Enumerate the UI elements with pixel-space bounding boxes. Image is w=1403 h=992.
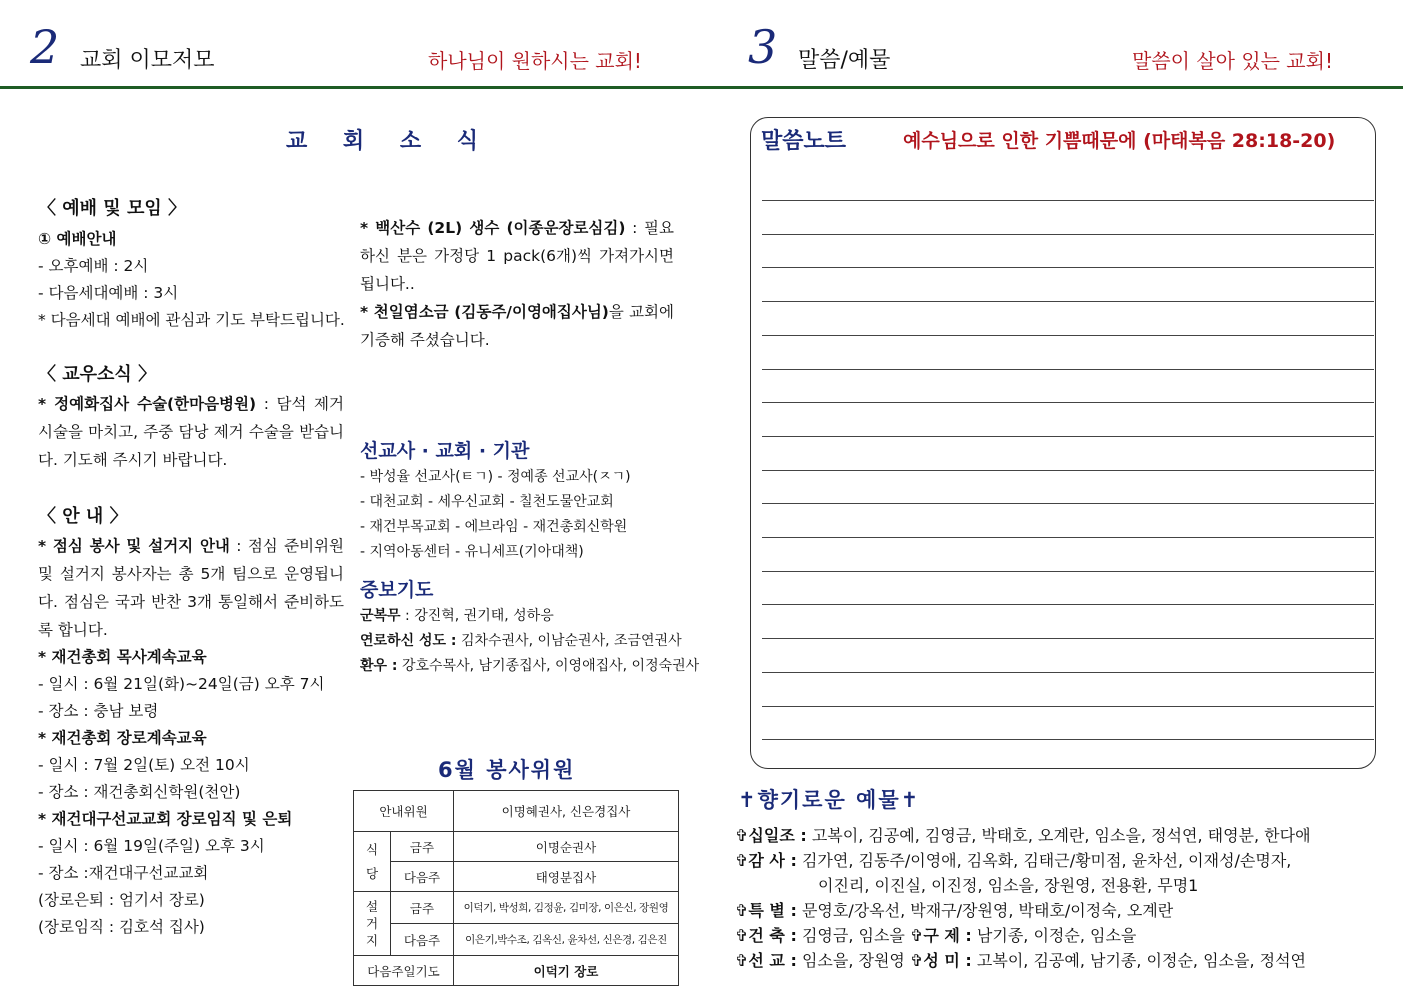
prayer-row xyxy=(360,654,700,679)
prayer-duty-value: 이덕기 장로 xyxy=(454,956,679,986)
water-donation-text: : 필요하신 분은 가정당 1 pack(6개)씩 가져가시면 됩니다.. xyxy=(360,219,674,293)
note-line xyxy=(762,301,1374,302)
worship-sub: ① 예배안내 xyxy=(38,230,117,248)
mission-line: - 대천교회 - 세우신교회 - 칠천도물안교회 xyxy=(360,494,614,510)
dish-this-week: 이덕기, 박성희, 김정윤, 김미장, 이은신, 장원영 xyxy=(454,892,679,924)
notice-item-line: - 장소 : 재건총회신학원(천안) xyxy=(38,783,241,801)
notice-heading: 〈 안 내 〉 xyxy=(38,506,128,527)
note-line xyxy=(762,706,1374,707)
page-title-right: 말씀/예물 xyxy=(798,48,891,73)
table-row xyxy=(354,924,679,956)
prayer-row-text: : 강진혁, 권기태, 성하응 xyxy=(400,608,554,624)
worship-heading: 〈 예배 및 모임 〉 xyxy=(38,198,187,219)
week-label: 다음주 xyxy=(391,862,454,892)
notice-item-line: - 일시 : 7월 2일(토) 오전 10시 xyxy=(38,756,250,774)
offering-names: 이진리, 이진실, 이진정, 임소을, 장원영, 전용환, 무명1 xyxy=(818,876,1199,895)
prayer-row xyxy=(360,604,690,629)
note-line xyxy=(762,739,1374,740)
notice-item-line: - 일시 : 6월 19일(주일) 오후 3시 xyxy=(38,837,265,855)
note-line xyxy=(762,234,1374,235)
table-row xyxy=(354,892,679,924)
salt-donation xyxy=(360,298,674,354)
dining-label: 식 당 xyxy=(354,832,391,892)
left-column xyxy=(38,194,344,941)
worship-line: - 다음세대예배 : 3시 xyxy=(38,284,179,302)
dish-next-week: 이은기,박수조, 김옥신, 윤차선, 신은경, 김은진 xyxy=(454,924,679,956)
mission-heading: 선교사 · 교회 · 기관 xyxy=(360,440,530,462)
prayer-row-label: 군복무 xyxy=(360,608,401,624)
guide-value: 이명혜권사, 신은경집사 xyxy=(454,791,679,832)
offering-row xyxy=(735,823,1311,848)
mission-line: - 박성율 선교사(ㅌㄱ) - 정예종 선교사(ㅈㄱ) xyxy=(360,469,631,485)
donation-notices xyxy=(360,214,674,354)
header-divider xyxy=(0,86,1403,89)
offering-label: ✞십일조 : xyxy=(735,826,807,845)
mission-line: - 지역아동센터 - 유니세프(기아대책) xyxy=(360,544,584,560)
offering-label: ✞성 미 : xyxy=(909,951,972,970)
note-line xyxy=(762,638,1374,639)
sermon-note-verse: 예수님으로 인한 기쁨때문에 (마태복음 28:18-20) xyxy=(903,130,1336,152)
offering-names: 임소을, 장원영 xyxy=(801,951,905,970)
notice-item-line: - 장소 :재건대구선교교회 xyxy=(38,864,209,882)
worship-line: * 다음세대 예배에 관심과 기도 부탁드립니다. xyxy=(38,311,345,329)
offering-label: ✞특 별 : xyxy=(735,901,797,920)
week-label: 금주 xyxy=(391,892,454,924)
offering-row xyxy=(735,948,1311,973)
lunch-notice xyxy=(38,532,344,644)
page-number-right: 3 xyxy=(748,20,778,74)
offering-heading: ✝향기로운 예물✝ xyxy=(738,788,921,812)
notice-item-line: (장로은퇴 : 엄기서 장로) xyxy=(38,891,205,909)
notice-item-title: * 재건총회 장로계속교육 xyxy=(38,729,207,747)
offering-row xyxy=(735,873,1311,898)
note-line xyxy=(762,470,1374,471)
table-row xyxy=(354,862,679,892)
dish-label: 설 거 지 xyxy=(354,892,391,956)
note-line xyxy=(762,436,1374,437)
offering-row xyxy=(735,898,1311,923)
note-line xyxy=(762,335,1374,336)
note-line xyxy=(762,267,1374,268)
sermon-note-title: 말씀노트 xyxy=(761,129,847,154)
offering-list xyxy=(735,823,1311,973)
note-line xyxy=(762,571,1374,572)
members-news-text: : 담석 제거 시술을 마치고, 주중 담낭 제거 수술을 받습니다. 기도해 주시기 바랍니다. xyxy=(38,395,344,469)
notice-item-line: - 일시 : 6월 21일(화)~24일(금) 오후 7시 xyxy=(38,675,325,693)
table-row xyxy=(354,956,679,986)
prayer-row xyxy=(360,629,690,654)
worship-line: - 오후예배 : 2시 xyxy=(38,257,149,275)
week-label: 금주 xyxy=(391,832,454,862)
notice-item-line: - 장소 : 충남 보령 xyxy=(38,702,159,720)
offering-row xyxy=(735,923,1311,948)
table-row xyxy=(354,791,679,832)
offering-label: ✞감 사 : xyxy=(735,851,797,870)
offering-names: 김가연, 김동주/이영애, 김옥화, 김태근/황미점, 윤차선, 이재성/손명자, xyxy=(801,851,1292,870)
page-title-left: 교회 이모저모 xyxy=(80,48,215,73)
mission-line: - 재건부목교회 - 에브라임 - 재건총회신학원 xyxy=(360,519,628,535)
offering-names: 고복이, 김공예, 남기종, 이정순, 임소을, 정석연 xyxy=(976,951,1306,970)
prayer-duty-label: 다음주일기도 xyxy=(354,956,454,986)
note-line xyxy=(762,672,1374,673)
offering-label: ✞선 교 : xyxy=(735,951,797,970)
prayer-heading: 중보기도 xyxy=(360,579,434,601)
notice-item-title: * 재건총회 목사계속교육 xyxy=(38,648,207,666)
lunch-notice-text: : 점심 준비위원 및 설거지 봉사자는 총 5개 팀으로 운영됩니다. 점심은 국과 반찬 3개 통일해서 준비하도록 합니다. xyxy=(38,537,344,639)
slogan-left: 하나님이 원하시는 교회! xyxy=(428,49,642,73)
note-line xyxy=(762,503,1374,504)
offering-names: 고복이, 김공예, 김영금, 박태호, 오계란, 임소을, 정석연, 태영분, 한다애 xyxy=(811,826,1311,845)
offering-label: ✞구 제 : xyxy=(909,926,972,945)
service-table xyxy=(353,790,679,986)
offering-row xyxy=(735,848,1311,873)
slogan-right: 말씀이 살아 있는 교회! xyxy=(1132,49,1333,73)
dining-this-week: 이명순권사 xyxy=(454,832,679,862)
page-number-left: 2 xyxy=(30,20,60,74)
offering-names: 문영호/강옥선, 박재구/장원영, 박태호/이정숙, 오계란 xyxy=(801,901,1174,920)
prayer-row-label: 환우 : xyxy=(360,658,398,674)
week-label: 다음주 xyxy=(391,924,454,956)
note-line xyxy=(762,402,1374,403)
notice-item-line: (장로임직 : 김호석 집사) xyxy=(38,918,205,936)
prayer-row-label: 연로하신 성도 : xyxy=(360,633,457,649)
dining-next-week: 태영분집사 xyxy=(454,862,679,892)
note-line xyxy=(762,200,1374,201)
note-line xyxy=(762,537,1374,538)
offering-label: ✞건 축 : xyxy=(735,926,797,945)
members-news xyxy=(38,390,344,474)
notice-item-title: * 재건대구선교교회 장로임직 및 은퇴 xyxy=(38,810,293,828)
mission-section xyxy=(360,436,700,679)
lunch-notice-title: * 점심 봉사 및 설거지 안내 xyxy=(38,537,230,555)
members-heading: 〈 교우소식 〉 xyxy=(38,364,157,385)
salt-donation-title: * 천일염소금 (김동주/이영애집사님) xyxy=(360,303,609,321)
note-line xyxy=(762,369,1374,370)
prayer-row-text: 김차수권사, 이남순권사, 조금연권사 xyxy=(456,633,682,649)
table-row xyxy=(354,832,679,862)
water-donation-title: * 백산수 (2L) 생수 (이종운장로심김) xyxy=(360,219,626,237)
note-line xyxy=(762,604,1374,605)
members-news-title: * 정예화집사 수술(한마음병원) xyxy=(38,395,257,413)
service-title: 6월 봉사위원 xyxy=(438,758,576,782)
guide-label: 안내위원 xyxy=(354,791,454,832)
salt-donation-text: 을 교회에 기증해 주셨습니다. xyxy=(360,303,674,349)
news-title: 교 회 소 식 xyxy=(286,129,492,154)
prayer-row-text: 강호수목사, 남기종집사, 이영애집사, 이정숙권사 xyxy=(397,658,700,674)
water-donation xyxy=(360,214,674,298)
offering-names: 남기종, 이정순, 임소을 xyxy=(976,926,1137,945)
offering-names: 김영금, 임소을 xyxy=(801,926,905,945)
